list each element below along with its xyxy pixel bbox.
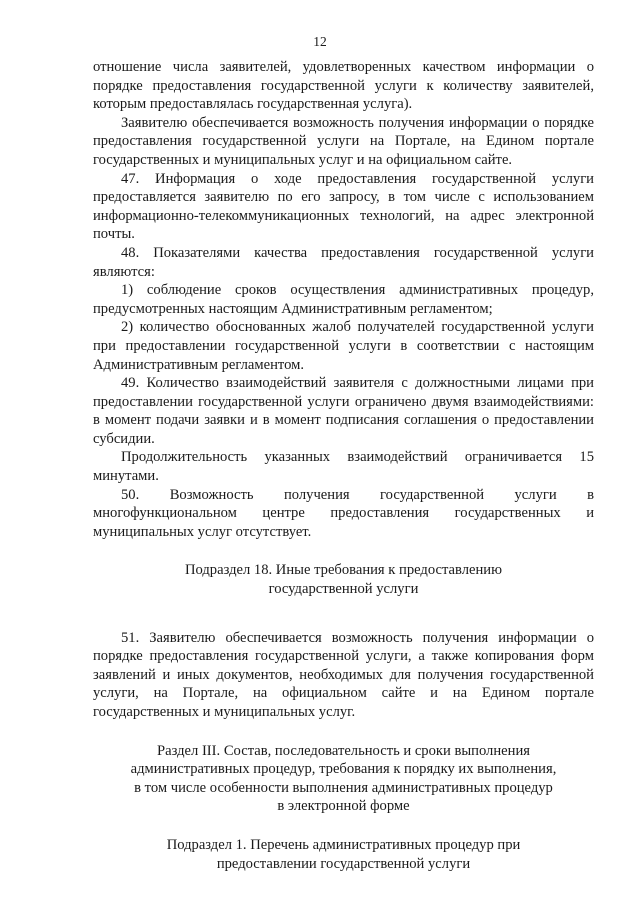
paragraph: Заявителю обеспечивается возможность получения информации о порядке предоставления государственной услуги на Портале, на Едином портале государственных и муниципальных услуг и на официальном сайте. (93, 114, 594, 168)
paragraph-51: 51. Заявителю обеспечивается возможность получения информации о порядке предоставления государственной услуги, а также копирования форм заявлений и иных документов, необходимых для получения государственной услуги, на Портале, на официальном сайте и на Едином портале государственных и муниципальных услуг. (93, 629, 594, 720)
heading-line: предоставлении государственной услуги (216, 855, 471, 872)
document-body (93, 58, 594, 873)
paragraph-49: 49. Количество взаимодействий заявителя с должностными лицами при предоставлении государственной услуги ограничено двумя взаимодействиями: в момент подачи заявки и в момент подписания соглашения о предоставлении субсидии. (93, 375, 594, 447)
heading-line: Подраздел 18. Иные требования к предоставлению (184, 562, 503, 579)
list-item-2: 2) количество обоснованных жалоб получателей государственной услуги при предоставлении государственной услуги в соответствии с настоящим Административным регламентом. (93, 319, 594, 373)
subsection-18-heading (93, 561, 594, 598)
heading-line: в электронной форме (277, 798, 410, 815)
list-item-1: 1) соблюдение сроков осуществления административных процедур, предусмотренных настоящим Административным регламентом; (93, 282, 594, 317)
section-3-heading (93, 742, 594, 816)
heading-line: административных процедур, требования к порядку их выполнения, (130, 761, 557, 778)
heading-line: Подраздел 1. Перечень административных процедур при (166, 836, 521, 853)
paragraph-48: 48. Показателями качества предоставления государственной услуги являются: (93, 244, 594, 280)
page-number: 12 (313, 34, 327, 49)
paragraph-47: 47. Информация о ходе предоставления государственной услуги предоставляется заявителю по его запросу, в том числе с использованием информационно-телекоммуникационных технологий, на адрес электронной почты. (93, 170, 594, 243)
paragraph-50: 50. Возможность получения государственной услуги в многофункциональном центре предоставления государственных и муниципальных услуг отсутствует. (93, 486, 594, 540)
heading-line: Раздел III. Состав, последовательность и сроки выполнения (157, 742, 530, 759)
paragraph: Продолжительность указанных взаимодействий ограничивается 15 минутами. (93, 449, 594, 485)
heading-line: государственной услуги (268, 581, 419, 598)
subsection-1-heading (93, 836, 594, 873)
paragraph: отношение числа заявителей, удовлетворенных качеством информации о порядке предоставления государственной услуги к количеству заявителей, которым предоставлялась государственная услуга). (93, 59, 594, 113)
heading-line: в том числе особенности выполнения административных процедур (134, 779, 553, 796)
